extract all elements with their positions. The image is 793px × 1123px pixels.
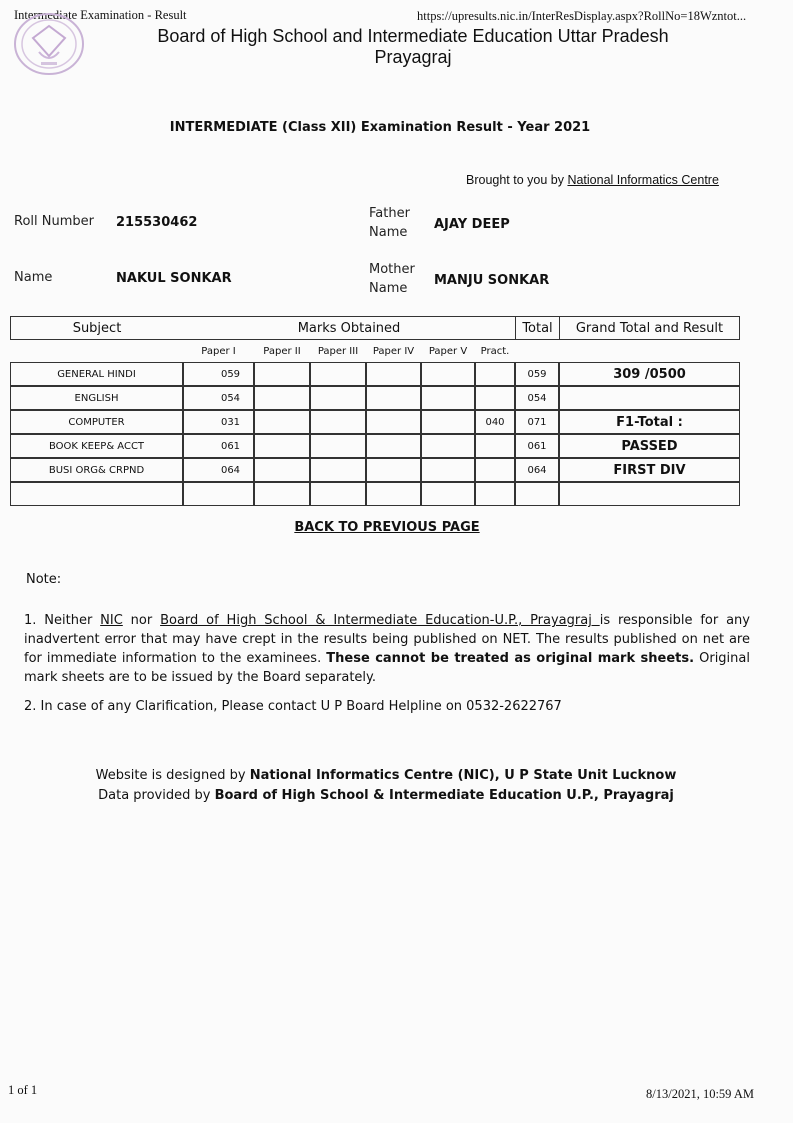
empty-cell xyxy=(254,458,310,482)
footer2-org: Board of High School & Intermediate Education U.P., Prayagraj xyxy=(214,788,674,803)
note-2: 2. In case of any Clarification, Please contact U P Board Helpline on 0532-2622767 xyxy=(24,699,562,714)
print-datetime: 8/13/2021, 10:59 AM xyxy=(646,1087,754,1101)
total-cell: 061 xyxy=(515,434,559,458)
paper-header: Paper IV xyxy=(372,345,415,357)
note1-text-b: nor xyxy=(122,613,161,628)
empty-cell xyxy=(421,482,475,506)
pract-cell: 040 xyxy=(475,410,515,434)
paper-header: Pract. xyxy=(480,345,510,357)
empty-cell xyxy=(310,482,366,506)
header-marks-obtained: Marks Obtained xyxy=(183,316,515,340)
paper1-cell: 054 xyxy=(183,386,254,410)
empty-cell xyxy=(366,410,421,434)
empty-cell xyxy=(254,362,310,386)
paper-header: Paper II xyxy=(263,345,301,357)
empty-cell xyxy=(366,434,421,458)
mother-name-label-1: Mother xyxy=(369,262,415,277)
empty-cell xyxy=(310,458,366,482)
empty-cell xyxy=(421,434,475,458)
subject-cell: COMPUTER xyxy=(10,410,183,434)
total-cell: 059 xyxy=(515,362,559,386)
empty-cell xyxy=(254,434,310,458)
empty-cell xyxy=(10,482,183,506)
footer-designed-by xyxy=(0,768,772,783)
note-1 xyxy=(24,611,750,687)
header-total: Total xyxy=(515,316,559,340)
table-row xyxy=(10,458,740,482)
footer1-org: National Informatics Centre (NIC), U P State Unit Lucknow xyxy=(249,768,677,783)
header-subject: Subject xyxy=(10,316,183,340)
footer2-prefix: Data provided by xyxy=(98,788,215,803)
total-cell: 064 xyxy=(515,458,559,482)
empty-cell xyxy=(475,482,515,506)
empty-cell xyxy=(366,362,421,386)
paper1-cell: 031 xyxy=(183,410,254,434)
father-name-value: AJAY DEEP xyxy=(434,217,510,232)
exam-title: INTERMEDIATE (Class XII) Examination Result - Year 2021 xyxy=(169,120,591,135)
total-cell: 054 xyxy=(515,386,559,410)
print-header-url: https://upresults.nic.in/InterResDisplay.aspx?RollNo=18Wzntot... xyxy=(417,9,747,23)
pract-cell xyxy=(475,386,515,410)
grand-total-cell: 309 /0500 xyxy=(559,362,740,386)
table-row-empty xyxy=(10,482,740,506)
empty-cell xyxy=(254,410,310,434)
empty-cell xyxy=(366,386,421,410)
brought-by-line xyxy=(466,173,719,187)
mother-name-value: MANJU SONKAR xyxy=(434,273,550,288)
note1-bold: These cannot be treated as original mark sheets. xyxy=(326,651,695,666)
name-value: NAKUL SONKAR xyxy=(116,271,232,286)
father-name-label-1: Father xyxy=(369,206,410,221)
note-label: Note: xyxy=(26,572,62,587)
grand-total-cell xyxy=(559,386,740,410)
mother-name-label-2: Name xyxy=(369,281,408,296)
note1-text-c: is responsible for any inadvertent error that may have crept in the results being published on NET. The results published on net are for immediate information to the examinees. xyxy=(24,613,750,666)
table-row xyxy=(10,410,740,434)
paper1-cell: 059 xyxy=(183,362,254,386)
table-header-row xyxy=(10,316,740,340)
note1-nic: NIC xyxy=(100,613,123,628)
paper-header-blank xyxy=(10,340,183,362)
marks-table xyxy=(10,316,740,506)
nic-link[interactable]: National Informatics Centre xyxy=(567,173,719,187)
footer-data-provided-by xyxy=(0,788,772,803)
print-page-count: 1 of 1 xyxy=(8,1083,38,1097)
board-city: Prayagraj xyxy=(374,47,452,67)
grand-total-cell: PASSED xyxy=(559,434,740,458)
empty-cell xyxy=(515,482,559,506)
empty-cell xyxy=(183,482,254,506)
pract-cell xyxy=(475,434,515,458)
roll-number-value: 215530462 xyxy=(116,215,198,230)
header-grand-total: Grand Total and Result xyxy=(559,316,740,340)
paper-header: Paper I xyxy=(201,345,236,357)
brought-prefix: Brought to you by xyxy=(466,173,568,187)
table-row xyxy=(10,434,740,458)
paper-header-blank xyxy=(559,340,740,362)
footer1-prefix: Website is designed by xyxy=(95,768,250,783)
subject-cell: GENERAL HINDI xyxy=(10,362,183,386)
subject-cell: BUSI ORG& CRPND xyxy=(10,458,183,482)
back-to-previous-page-link[interactable]: BACK TO PREVIOUS PAGE xyxy=(294,520,480,535)
print-header-title: Intermediate Examination - Result xyxy=(14,8,187,22)
subject-cell: BOOK KEEP& ACCT xyxy=(10,434,183,458)
empty-cell xyxy=(310,362,366,386)
paper1-cell: 064 xyxy=(183,458,254,482)
paper-header-row xyxy=(10,340,740,362)
roll-number-label: Roll Number xyxy=(14,214,94,229)
empty-cell xyxy=(310,386,366,410)
pract-cell xyxy=(475,362,515,386)
empty-cell xyxy=(310,434,366,458)
table-row xyxy=(10,362,740,386)
empty-cell xyxy=(366,458,421,482)
empty-cell xyxy=(421,362,475,386)
paper-header: Paper III xyxy=(317,345,359,357)
grand-total-cell: FIRST DIV xyxy=(559,458,740,482)
board-title: Board of High School and Intermediate Education Uttar Pradesh xyxy=(157,26,669,46)
paper-header: Paper V xyxy=(428,345,468,357)
empty-cell xyxy=(366,482,421,506)
note1-text-d: Original mark sheets are to be issued by the Board separately. xyxy=(24,651,750,685)
empty-cell xyxy=(254,482,310,506)
pract-cell xyxy=(475,458,515,482)
subject-cell: ENGLISH xyxy=(10,386,183,410)
empty-cell xyxy=(421,458,475,482)
empty-cell xyxy=(421,410,475,434)
empty-cell xyxy=(421,386,475,410)
empty-cell xyxy=(559,482,740,506)
paper-header-blank xyxy=(515,340,559,362)
total-cell: 071 xyxy=(515,410,559,434)
grand-total-cell: F1-Total : xyxy=(559,410,740,434)
empty-cell xyxy=(254,386,310,410)
paper1-cell: 061 xyxy=(183,434,254,458)
note1-text-a: 1. Neither xyxy=(24,613,101,628)
father-name-label-2: Name xyxy=(369,225,408,240)
table-row xyxy=(10,386,740,410)
name-label: Name xyxy=(14,270,53,285)
note1-board: Board of High School & Intermediate Education-U.P., Prayagraj xyxy=(160,613,600,628)
empty-cell xyxy=(310,410,366,434)
